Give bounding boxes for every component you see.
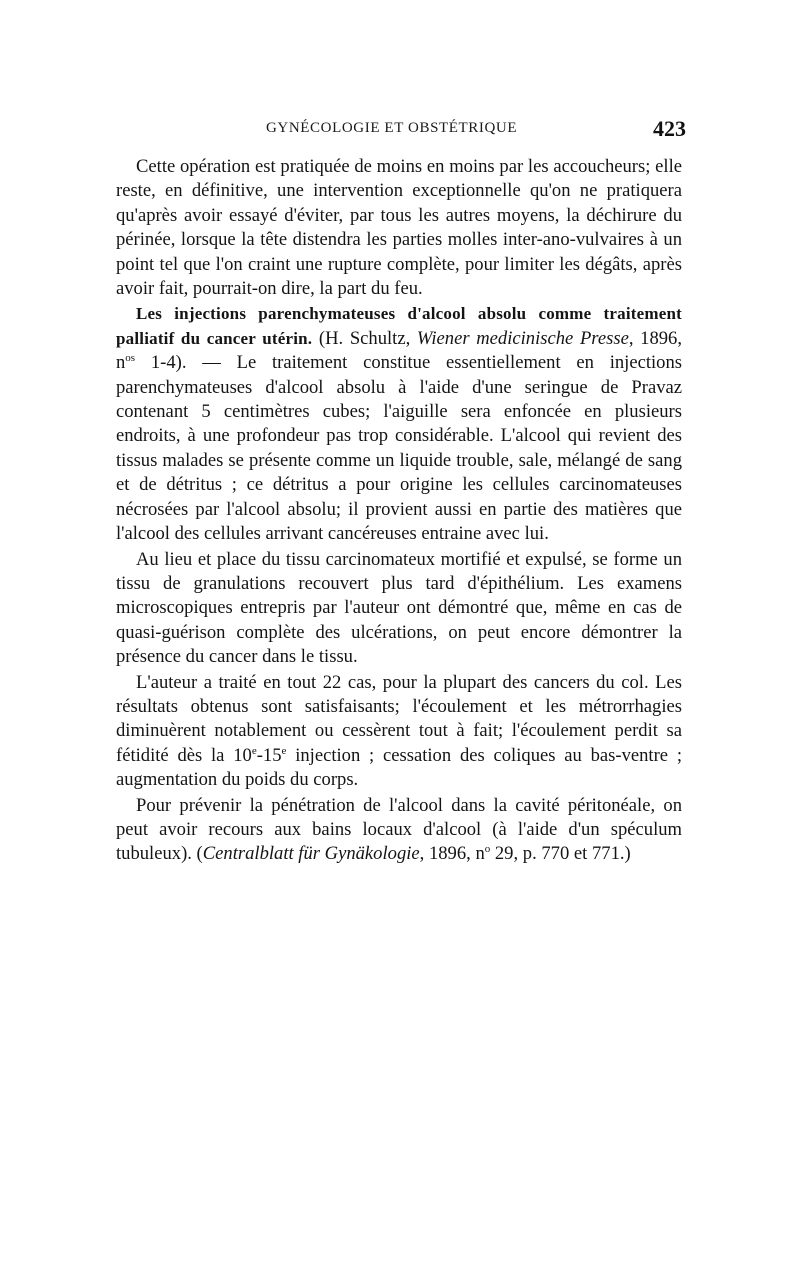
citation-journal: Centralblatt für Gynäkologie bbox=[202, 843, 420, 865]
body-text bbox=[116, 155, 682, 868]
paragraph-2 bbox=[116, 302, 682, 546]
paragraph-3: Au lieu et place du tissu carcinomateux mortifié et expulsé, se forme un tissu de granulations recouvert plus tard d'épithélium. Les examens microscopiques entrepris par l'auteur ont démontré que, même en cas de quasi-guérison complète des ulcérations, on peut encore démontrer la présence du cancer dans le tissu. bbox=[116, 548, 682, 668]
superscript-ordinal: e bbox=[251, 744, 257, 757]
paragraph-5-text: Pour prévenir la pénétration de l'alcool dans la cavité péritonéale, on peut avoir recours aux bains locaux d'alcool (à l'aide d'un spéculum tubuleux). ( bbox=[116, 794, 682, 865]
article-title: Les injections parenchymateuses d'alcool absolu comme traitement palliatif du cancer utérin. bbox=[116, 304, 682, 348]
superscript-ordinal-2: e bbox=[281, 744, 287, 757]
paragraph-4-range: -15 bbox=[256, 744, 282, 766]
paragraph-4-text: L'auteur a traité en tout 22 cas, pour la plupart des cancers du col. Les résultats obtenus sont satisfaisants; l'écoulement et les métrorrhagies diminuèrent notablement ou cessèrent tout à fait; l'écoulement perdit sa fétidité dès la 10 bbox=[116, 671, 682, 766]
paragraph-4-end: injection ; cessation des coliques au bas-ventre ; augmentation du poids du corps. bbox=[116, 744, 682, 791]
citation-reference: , 1896, n bbox=[419, 843, 485, 865]
article-text: Le traitement constitue essentiellement en injections parenchymateuses d'alcool absolu à l'aide d'une seringue de Pravaz contenant 5 centimètres cubes; l'aiguille sera enfoncée en plusieurs endroits, à une profondeur pas trop considérable. L'alcool qui revient des tissus malades se présente comme un liquide trouble, sale, mélangé de sang et de détritus ; ce détritus a pour origine les cellules carcinomateuses nécrosées par l'alcool absolu; il provient aussi en partie des matières que l'alcool des cellules arrivant cancéreuses entraine avec lui. bbox=[116, 352, 682, 545]
running-title: GYNÉCOLOGIE ET OBSTÉTRIQUE bbox=[266, 120, 518, 136]
running-head bbox=[116, 116, 686, 146]
article-reference: , 1896, n bbox=[116, 327, 682, 374]
article-journal: Wiener medicinische Presse bbox=[416, 327, 629, 349]
citation-superscript: o bbox=[484, 843, 491, 856]
article-author: (H. Schultz, bbox=[312, 327, 417, 349]
paragraph-1: Cette opération est pratiquée de moins en moins par les accoucheurs; elle reste, en définitive, une intervention exceptionnelle qu'on ne pratiquera qu'après avoir essayé d'éviter, par tous les autres moyens, la déchirure du périnée, lorsque la tête distendra les parties molles inter-ano-vulvaires à un point tel que l'on craint une rupture complète, pour limiter les dégâts, après avoir fait, pourrait-on dire, la part du feu. bbox=[116, 156, 682, 300]
page-number: 423 bbox=[653, 116, 686, 141]
paragraph-5 bbox=[116, 794, 682, 867]
article-reference-end: 1-4). — bbox=[135, 352, 237, 374]
citation-reference-end: 29, p. 770 et 771.) bbox=[490, 843, 631, 865]
article-reference-superscript: os bbox=[125, 352, 136, 365]
paragraph-4 bbox=[116, 671, 682, 793]
